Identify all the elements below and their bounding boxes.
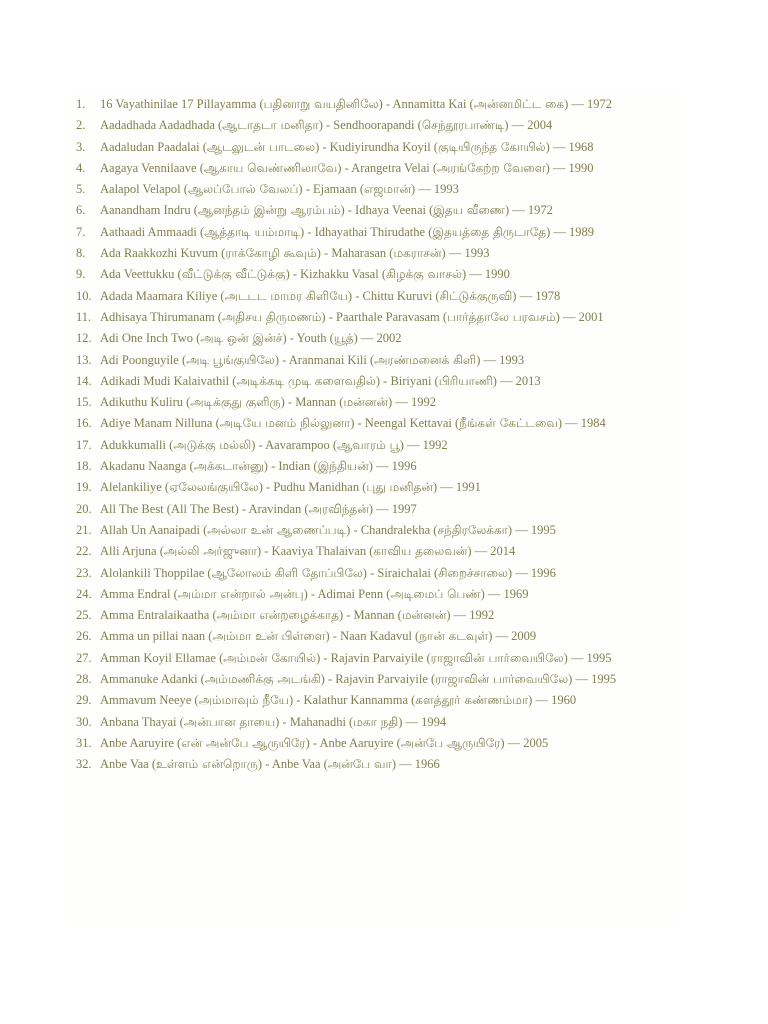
song-title-tamil: ஆலப்போல் வேலப் <box>187 182 299 197</box>
movie-title-tamil: குடியிருந்த கோயில் <box>437 139 546 154</box>
song-title: Anbana Thayai ( <box>100 714 184 729</box>
list-item-number: 11. <box>76 309 92 324</box>
movie-title-tamil: பார்த்தாலே பரவசம் <box>447 309 556 324</box>
list-item-number: 19. <box>76 480 92 495</box>
movie-title-tamil: பிரியாணி <box>438 373 493 388</box>
release-year: ) — 1995 <box>563 650 612 665</box>
list-item <box>70 499 680 520</box>
release-year: ) — 1991 <box>433 480 481 495</box>
song-title: Ada Veettukku ( <box>100 267 182 282</box>
song-title: Aalapol Velapol ( <box>100 182 188 197</box>
movie-title: ) - Adimai Penn ( <box>303 586 391 601</box>
release-year: ) — 1996 <box>368 459 417 474</box>
list-item <box>70 94 680 115</box>
release-year: ) — 1966 <box>391 757 440 772</box>
list-item <box>70 200 680 221</box>
list-item-number: 13. <box>76 352 92 367</box>
list-item-number: 27. <box>76 650 92 665</box>
list-item-number: 12. <box>76 331 92 346</box>
list-item <box>70 350 680 371</box>
movie-title-tamil: காவிய தலைவன் <box>373 544 468 559</box>
release-year: ) — 1972 <box>564 97 613 111</box>
song-title-tamil: அம்மா என்றால் அன்பு <box>177 586 304 601</box>
movie-title-tamil: எஜமான் <box>364 182 411 197</box>
song-title-tamil: அக்கடான்னு <box>193 459 264 474</box>
list-item <box>70 179 680 200</box>
song-title: Adhisaya Thirumanam ( <box>100 309 222 324</box>
song-title-tamil: அடிக்கடி முடி களைவதில் <box>236 373 376 388</box>
movie-title: ) - Naan Kadavul ( <box>325 629 420 644</box>
song-title-tamil: அடியே மனம் நில்லுனா <box>219 416 351 431</box>
movie-title-tamil: நீங்கள் கேட்டவை <box>459 416 558 431</box>
list-item <box>70 222 680 243</box>
song-title-tamil: ஆத்தாடி யம்மாடி <box>204 224 301 239</box>
song-title-tamil: அரவிந்தன் <box>308 501 369 516</box>
list-item-number: 2. <box>76 118 86 133</box>
movie-title: ) - Mannan ( <box>280 395 344 410</box>
song-title: Aanandham Indru ( <box>100 203 198 218</box>
movie-title-tamil: இந்தியன் <box>317 459 369 474</box>
list-item <box>70 456 680 477</box>
release-year: ) — 1968 <box>545 139 594 154</box>
song-title-tamil: ஆகாய வெண்ணிலாவே <box>203 160 338 175</box>
movie-title: ) - Mannan ( <box>338 608 402 623</box>
song-list <box>70 94 680 776</box>
movie-title: ) - Kizhakku Vasal ( <box>285 267 386 282</box>
movie-title-tamil: கிழக்கு வாசல் <box>386 267 462 282</box>
list-item-number: 17. <box>76 437 92 452</box>
song-title: Aagaya Vennilaave ( <box>100 160 204 175</box>
song-title-tamil: அடி ஒன் இன்ச் <box>200 331 283 346</box>
movie-title: ) - Maharasan ( <box>316 246 394 261</box>
movie-title: ) - Biriyani ( <box>375 373 439 388</box>
song-title: Ammanuke Adanki ( <box>100 672 205 687</box>
release-year: ) — 1984 <box>557 416 606 431</box>
list-item-number: 28. <box>76 672 92 687</box>
song-title-tamil: ஏலேலங்குயிலே <box>169 480 259 495</box>
list-item <box>70 477 680 498</box>
movie-title: ) - Paarthale Paravasam ( <box>321 309 448 324</box>
song-title: Alolankili Thoppilae ( <box>100 565 212 580</box>
release-year: ) — 1990 <box>461 267 510 282</box>
release-year: ) — 1992 <box>446 608 495 623</box>
movie-title-tamil: அன்பே வா <box>327 757 392 772</box>
song-title-tamil: அடடட மாமர கிளியே <box>224 288 348 303</box>
list-item-number: 29. <box>76 693 92 708</box>
release-year: ) — 1989 <box>546 224 594 239</box>
list-item <box>70 669 680 690</box>
release-year: ) — 1996 <box>507 565 556 580</box>
release-year: ) — 1969 <box>480 586 529 601</box>
release-year: ) — 2001 <box>555 309 604 324</box>
movie-title-tamil: களத்தூர் கண்ணம்மா <box>415 693 529 708</box>
list-item <box>70 605 680 626</box>
list-item-number: 26. <box>76 629 92 644</box>
song-title: 16 Vayathinilae 17 Pillayamma ( <box>100 97 264 111</box>
release-year: ) — 1972 <box>504 203 553 218</box>
release-year: ) — 2013 <box>492 373 541 388</box>
song-title-tamil: அதிசய திருமணம் <box>221 309 322 324</box>
song-title-tamil: அல்லி அர்ஜுனா <box>163 544 257 559</box>
song-title-tamil: அல்லா உன் ஆணைப்படி <box>207 522 347 537</box>
movie-title-tamil: மன்னன் <box>401 608 447 623</box>
release-year: ) — 1992 <box>399 437 448 452</box>
song-title: Adada Maamara Kiliye ( <box>100 288 225 303</box>
release-year: ) — 2009 <box>488 629 537 644</box>
list-item <box>70 563 680 584</box>
song-title: Akadanu Naanga ( <box>100 459 194 474</box>
release-year: ) — 1994 <box>398 714 447 729</box>
list-item-number: 22. <box>76 544 92 559</box>
release-year: ) — 1993 <box>410 182 459 197</box>
song-title: Amma Entralaikaatha ( <box>100 608 217 623</box>
movie-title: ) - Mahanadhi ( <box>275 714 354 729</box>
list-item <box>70 115 680 136</box>
movie-title-tamil: சிறைச்சாலை <box>438 565 508 580</box>
movie-title: ) - Anbe Vaa ( <box>257 757 328 772</box>
list-item <box>70 137 680 158</box>
song-title: Alelankiliye ( <box>100 480 170 495</box>
list-item-number: 5. <box>76 182 86 197</box>
movie-title: ) - Youth ( <box>282 331 334 346</box>
movie-title: ) - Arangetra Velai ( <box>337 160 438 175</box>
movie-title: ) - Siraichalai ( <box>362 565 439 580</box>
list-item-number: 25. <box>76 608 92 623</box>
release-year: ) — 1960 <box>528 693 577 708</box>
movie-title-tamil: அரண்மனைக் கிளி <box>374 352 477 367</box>
movie-title: ) - Aavarampoo ( <box>251 437 337 452</box>
song-title-tamil: ராக்கோழி கூவும் <box>225 246 317 261</box>
list-item-number: 31. <box>76 735 92 750</box>
song-title-tamil: பதினாறு வயதினிலே <box>263 97 379 111</box>
list-item <box>70 690 680 711</box>
movie-title-tamil: மகராசன் <box>393 246 442 261</box>
release-year: ) — 1995 <box>507 522 556 537</box>
song-title-tamil: அம்மாவும் நீயே <box>198 693 289 708</box>
song-title: Alli Arjuna ( <box>100 544 164 559</box>
movie-title: ) - Kudiyirundha Koyil ( <box>315 139 438 154</box>
release-year: ) — 2014 <box>467 544 516 559</box>
movie-title: ) - Kalathur Kannamma ( <box>288 693 416 708</box>
movie-title: ) - Indian ( <box>263 459 318 474</box>
list-item <box>70 307 680 328</box>
list-item <box>70 286 680 307</box>
movie-title: ) - Idhaya Veenai ( <box>340 203 434 218</box>
movie-title: ) - Rajavin Parvaiyile ( <box>320 672 436 687</box>
song-title: All The Best (All The Best) - Aravindan ( <box>100 501 309 516</box>
movie-title-tamil: ஆவாரம் பூ <box>336 437 400 452</box>
list-item-number: 15. <box>76 395 92 410</box>
song-title-tamil: அன்பான தாயை <box>183 714 276 729</box>
release-year: ) — 2002 <box>353 331 402 346</box>
list-item <box>70 754 680 775</box>
song-title: Aadaludan Paadalai ( <box>100 139 207 154</box>
movie-title-tamil: செந்தூரபாண்டி <box>421 118 505 133</box>
list-item <box>70 392 680 413</box>
song-title-tamil: அம்மணிக்கு அடங்கி <box>204 672 321 687</box>
list-item-number: 3. <box>76 139 86 154</box>
list-item <box>70 541 680 562</box>
movie-title-tamil: புது மனிதன் <box>366 480 434 495</box>
song-title-tamil: என் அன்பே ஆருயிரே <box>181 735 306 750</box>
list-item-number: 32. <box>76 757 92 772</box>
song-title: Anbe Vaa ( <box>100 757 156 772</box>
song-title-tamil: ஆடலுடன் பாடலை <box>206 139 316 154</box>
list-item-number: 20. <box>76 501 92 516</box>
song-title-tamil: அம்மா உன் பிள்ளை <box>212 629 326 644</box>
list-item <box>70 328 680 349</box>
movie-title-tamil: ராஜாவின் பார்வையிலே <box>430 650 564 665</box>
movie-title: ) - Aranmanai Kili ( <box>274 352 375 367</box>
release-year: ) — 1990 <box>545 160 594 175</box>
release-year: ) — 2004 <box>504 118 553 133</box>
release-year: ) — 1993 <box>476 352 525 367</box>
movie-title-tamil: மகா நதி <box>353 714 399 729</box>
list-item <box>70 712 680 733</box>
song-title-tamil: அம்மன் கோயில் <box>223 650 317 665</box>
song-title-tamil: அடிக்குது குளிரு <box>190 395 281 410</box>
list-item <box>70 371 680 392</box>
document-page <box>70 92 680 926</box>
list-item-number: 18. <box>76 459 92 474</box>
list-item <box>70 243 680 264</box>
song-title: Anbe Aaruyire ( <box>100 735 182 750</box>
list-item <box>70 733 680 754</box>
movie-title: ) - Chandralekha ( <box>346 522 438 537</box>
list-item <box>70 413 680 434</box>
movie-title: ) - Ejamaan ( <box>298 182 365 197</box>
song-title: Amma un pillai naan ( <box>100 629 213 644</box>
list-item <box>70 158 680 179</box>
list-item <box>70 626 680 647</box>
release-year: ) — 1992 <box>388 395 436 410</box>
list-item-number: 14. <box>76 373 92 388</box>
movie-title: ) - Anbe Aaruyire ( <box>305 735 401 750</box>
song-title: Aathaadi Ammaadi ( <box>100 224 205 239</box>
song-title: Amman Koyil Ellamae ( <box>100 650 224 665</box>
movie-title: ) - Idhayathai Thirudathe ( <box>300 224 433 239</box>
release-year: ) — 1997 <box>368 501 417 516</box>
movie-title-tamil: இதய வீணை <box>433 203 505 218</box>
list-item <box>70 584 680 605</box>
list-item <box>70 264 680 285</box>
list-item-number: 8. <box>76 246 86 261</box>
list-item-number: 10. <box>76 288 92 303</box>
movie-title: ) - Neengal Kettavai ( <box>350 416 460 431</box>
song-title: Ada Raakkozhi Kuvum ( <box>100 246 226 261</box>
movie-title-tamil: அடிமைப் பெண் <box>390 586 481 601</box>
song-title: Adukkumalli ( <box>100 437 174 452</box>
list-item <box>70 435 680 456</box>
list-item-number: 9. <box>76 267 86 282</box>
song-title-tamil: அடுக்கு மல்லி <box>173 437 252 452</box>
song-title-tamil: அம்மா என்றழைக்காத <box>216 608 339 623</box>
movie-title: ) - Sendhoorapandi ( <box>318 118 422 133</box>
movie-title: ) - Pudhu Manidhan ( <box>258 480 367 495</box>
song-title: Adiye Manam Nilluna ( <box>100 416 220 431</box>
list-item-number: 24. <box>76 586 92 601</box>
list-item <box>70 648 680 669</box>
song-title-tamil: ஆடாதடா மனிதா <box>222 118 319 133</box>
release-year: ) — 1993 <box>441 246 490 261</box>
song-title-tamil: உள்ளம் என்றொரு <box>156 757 258 772</box>
list-item-number: 6. <box>76 203 86 218</box>
release-year: ) — 1978 <box>512 288 561 303</box>
movie-title: ) - Kaaviya Thalaivan ( <box>256 544 374 559</box>
movie-title-tamil: யூத் <box>333 331 354 346</box>
movie-title: ) - Annamitta Kai ( <box>378 97 474 111</box>
release-year: ) — 2005 <box>500 735 549 750</box>
song-title: Adikuthu Kuliru ( <box>100 395 191 410</box>
list-item <box>70 520 680 541</box>
list-item-number: 21. <box>76 522 92 537</box>
song-title: Amma Endral ( <box>100 586 178 601</box>
song-title: Adi Poonguyile ( <box>100 352 187 367</box>
list-item-number: 4. <box>76 160 86 175</box>
movie-title-tamil: சந்திரலேக்கா <box>437 522 508 537</box>
movie-title-tamil: மன்னன் <box>343 395 389 410</box>
movie-title-tamil: அன்னமிட்ட கை <box>473 97 565 111</box>
song-title: Adikadi Mudi Kalaivathil ( <box>100 373 237 388</box>
list-item-number: 7. <box>76 224 86 239</box>
release-year: ) — 1995 <box>568 672 617 687</box>
movie-title-tamil: அன்பே ஆருயிரே <box>400 735 501 750</box>
list-item-number: 1. <box>76 97 86 111</box>
song-title-tamil: அடி பூங்குயிலே <box>186 352 275 367</box>
movie-title-tamil: இதயத்தை திருடாதே <box>432 224 547 239</box>
song-title-tamil: ஆலோலம் கிளி தோப்பிலே <box>211 565 363 580</box>
song-title: Aadadhada Aadadhada ( <box>100 118 223 133</box>
movie-title-tamil: நான் கடவுள் <box>419 629 489 644</box>
movie-title-tamil: சிட்டுக்குருவி <box>439 288 513 303</box>
movie-title: ) - Rajavin Parvaiyile ( <box>316 650 431 665</box>
song-title: Allah Un Aanaipadi ( <box>100 522 208 537</box>
list-item-number: 16. <box>76 416 92 431</box>
song-title: Ammavum Neeye ( <box>100 693 199 708</box>
movie-title-tamil: ராஜாவின் பார்வையிலே <box>435 672 569 687</box>
song-title: Adi One Inch Two ( <box>100 331 201 346</box>
song-title-tamil: வீட்டுக்கு வீட்டுக்கு <box>181 267 286 282</box>
list-item-number: 30. <box>76 714 92 729</box>
movie-title: ) - Chittu Kuruvi ( <box>347 288 440 303</box>
movie-title-tamil: அரங்கேற்ற வேளை <box>437 160 546 175</box>
list-item-number: 23. <box>76 565 92 580</box>
song-title-tamil: ஆனந்தம் இன்று ஆரம்பம் <box>197 203 341 218</box>
